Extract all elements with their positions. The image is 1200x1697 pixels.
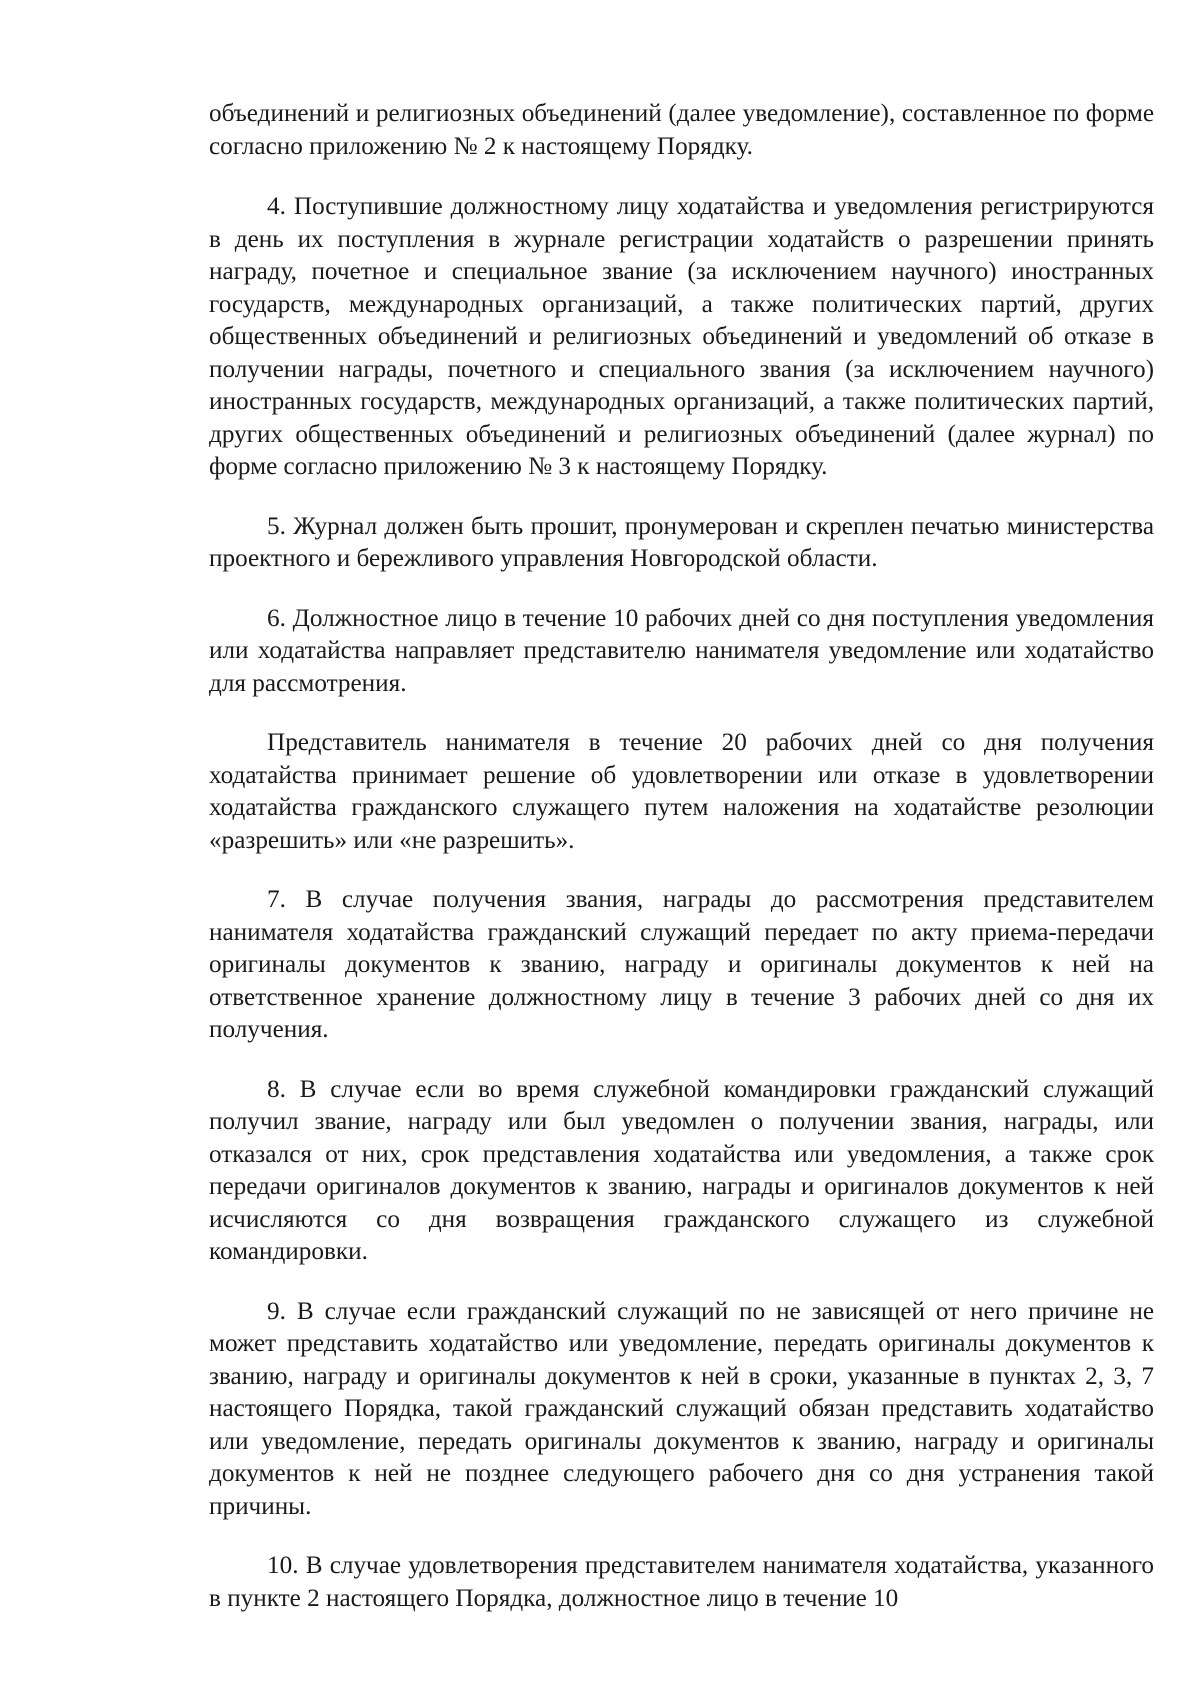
paragraph-6-continued: Представитель нанимателя в течение 20 рабочих дней со дня получения ходатайства принимает решение об удовлетворении или отказе в удовлетворении ходатайства гражданского служащего путем наложения на ходатайстве резолюции «разрешить» или «не разрешить».: [209, 729, 1154, 854]
paragraph-5: 5. Журнал должен быть прошит, пронумерован и скреплен печатью министерства проектного и бережливого управления Новгородской области.: [209, 512, 1154, 572]
paragraph-9: 9. В случае если гражданский служащий по не зависящей от него причине не может представить ходатайство или уведомление, передать оригиналы документов к званию, награду и оригиналы документов к ней в сроки, указанные в пунктах 2, 3, 7 настоящего Порядка, такой гражданский служащий обязан представить ходатайство или уведомление, передать оригиналы документов к званию, награду и оригиналы документов к ней не позднее следующего рабочего дня со дня устранения такой причины.: [209, 1297, 1154, 1520]
paragraph-6: 6. Должностное лицо в течение 10 рабочих дней со дня поступления уведомления или ходатайства направляет представителю нанимателя уведомление или ходатайство для рассмотрения.: [209, 604, 1154, 697]
paragraph-8: 8. В случае если во время служебной командировки гражданский служащий получил звание, награду или был уведомлен о получении звания, награды, или отказался от них, срок представления ходатайства или уведомления, а также срок передачи оригиналов документов к званию, награды и оригиналов документов к ней исчисляются со дня возвращения гражданского служащего из служебной командировки.: [209, 1075, 1154, 1265]
paragraph-continuation: объединений и религиозных объединений (далее уведомление), составленное по форме согласно приложению № 2 к настоящему Порядку.: [209, 100, 1154, 160]
paragraph-10: 10. В случае удовлетворения представителем нанимателя ходатайства, указанного в пункте 2 настоящего Порядка, должностное лицо в течение 10: [209, 1552, 1154, 1612]
paragraph-4: 4. Поступившие должностному лицу ходатайства и уведомления регистрируются в день их поступления в журнале регистрации ходатайств о разрешении принять награду, почетное и специальное звание (за исключением научного) иностранных государств, международных организаций, а также политических партий, других общественных объединений и религиозных объединений и уведомлений об отказе в получении награды, почетного и специального звания (за исключением научного) иностранных государств, международных организаций, а также политических партий, других общественных объединений и религиозных объединений (далее журнал) по форме согласно приложению № 3 к настоящему Порядку.: [209, 193, 1154, 480]
document-body: [209, 98, 1154, 1642]
paragraph-7: 7. В случае получения звания, награды до рассмотрения представителем нанимателя ходатайства гражданский служащий передает по акту приема-передачи оригиналы документов к званию, награду и оригиналы документов к ней на ответственное хранение должностному лицу в течение 3 рабочих дней со дня их получения.: [209, 886, 1154, 1043]
